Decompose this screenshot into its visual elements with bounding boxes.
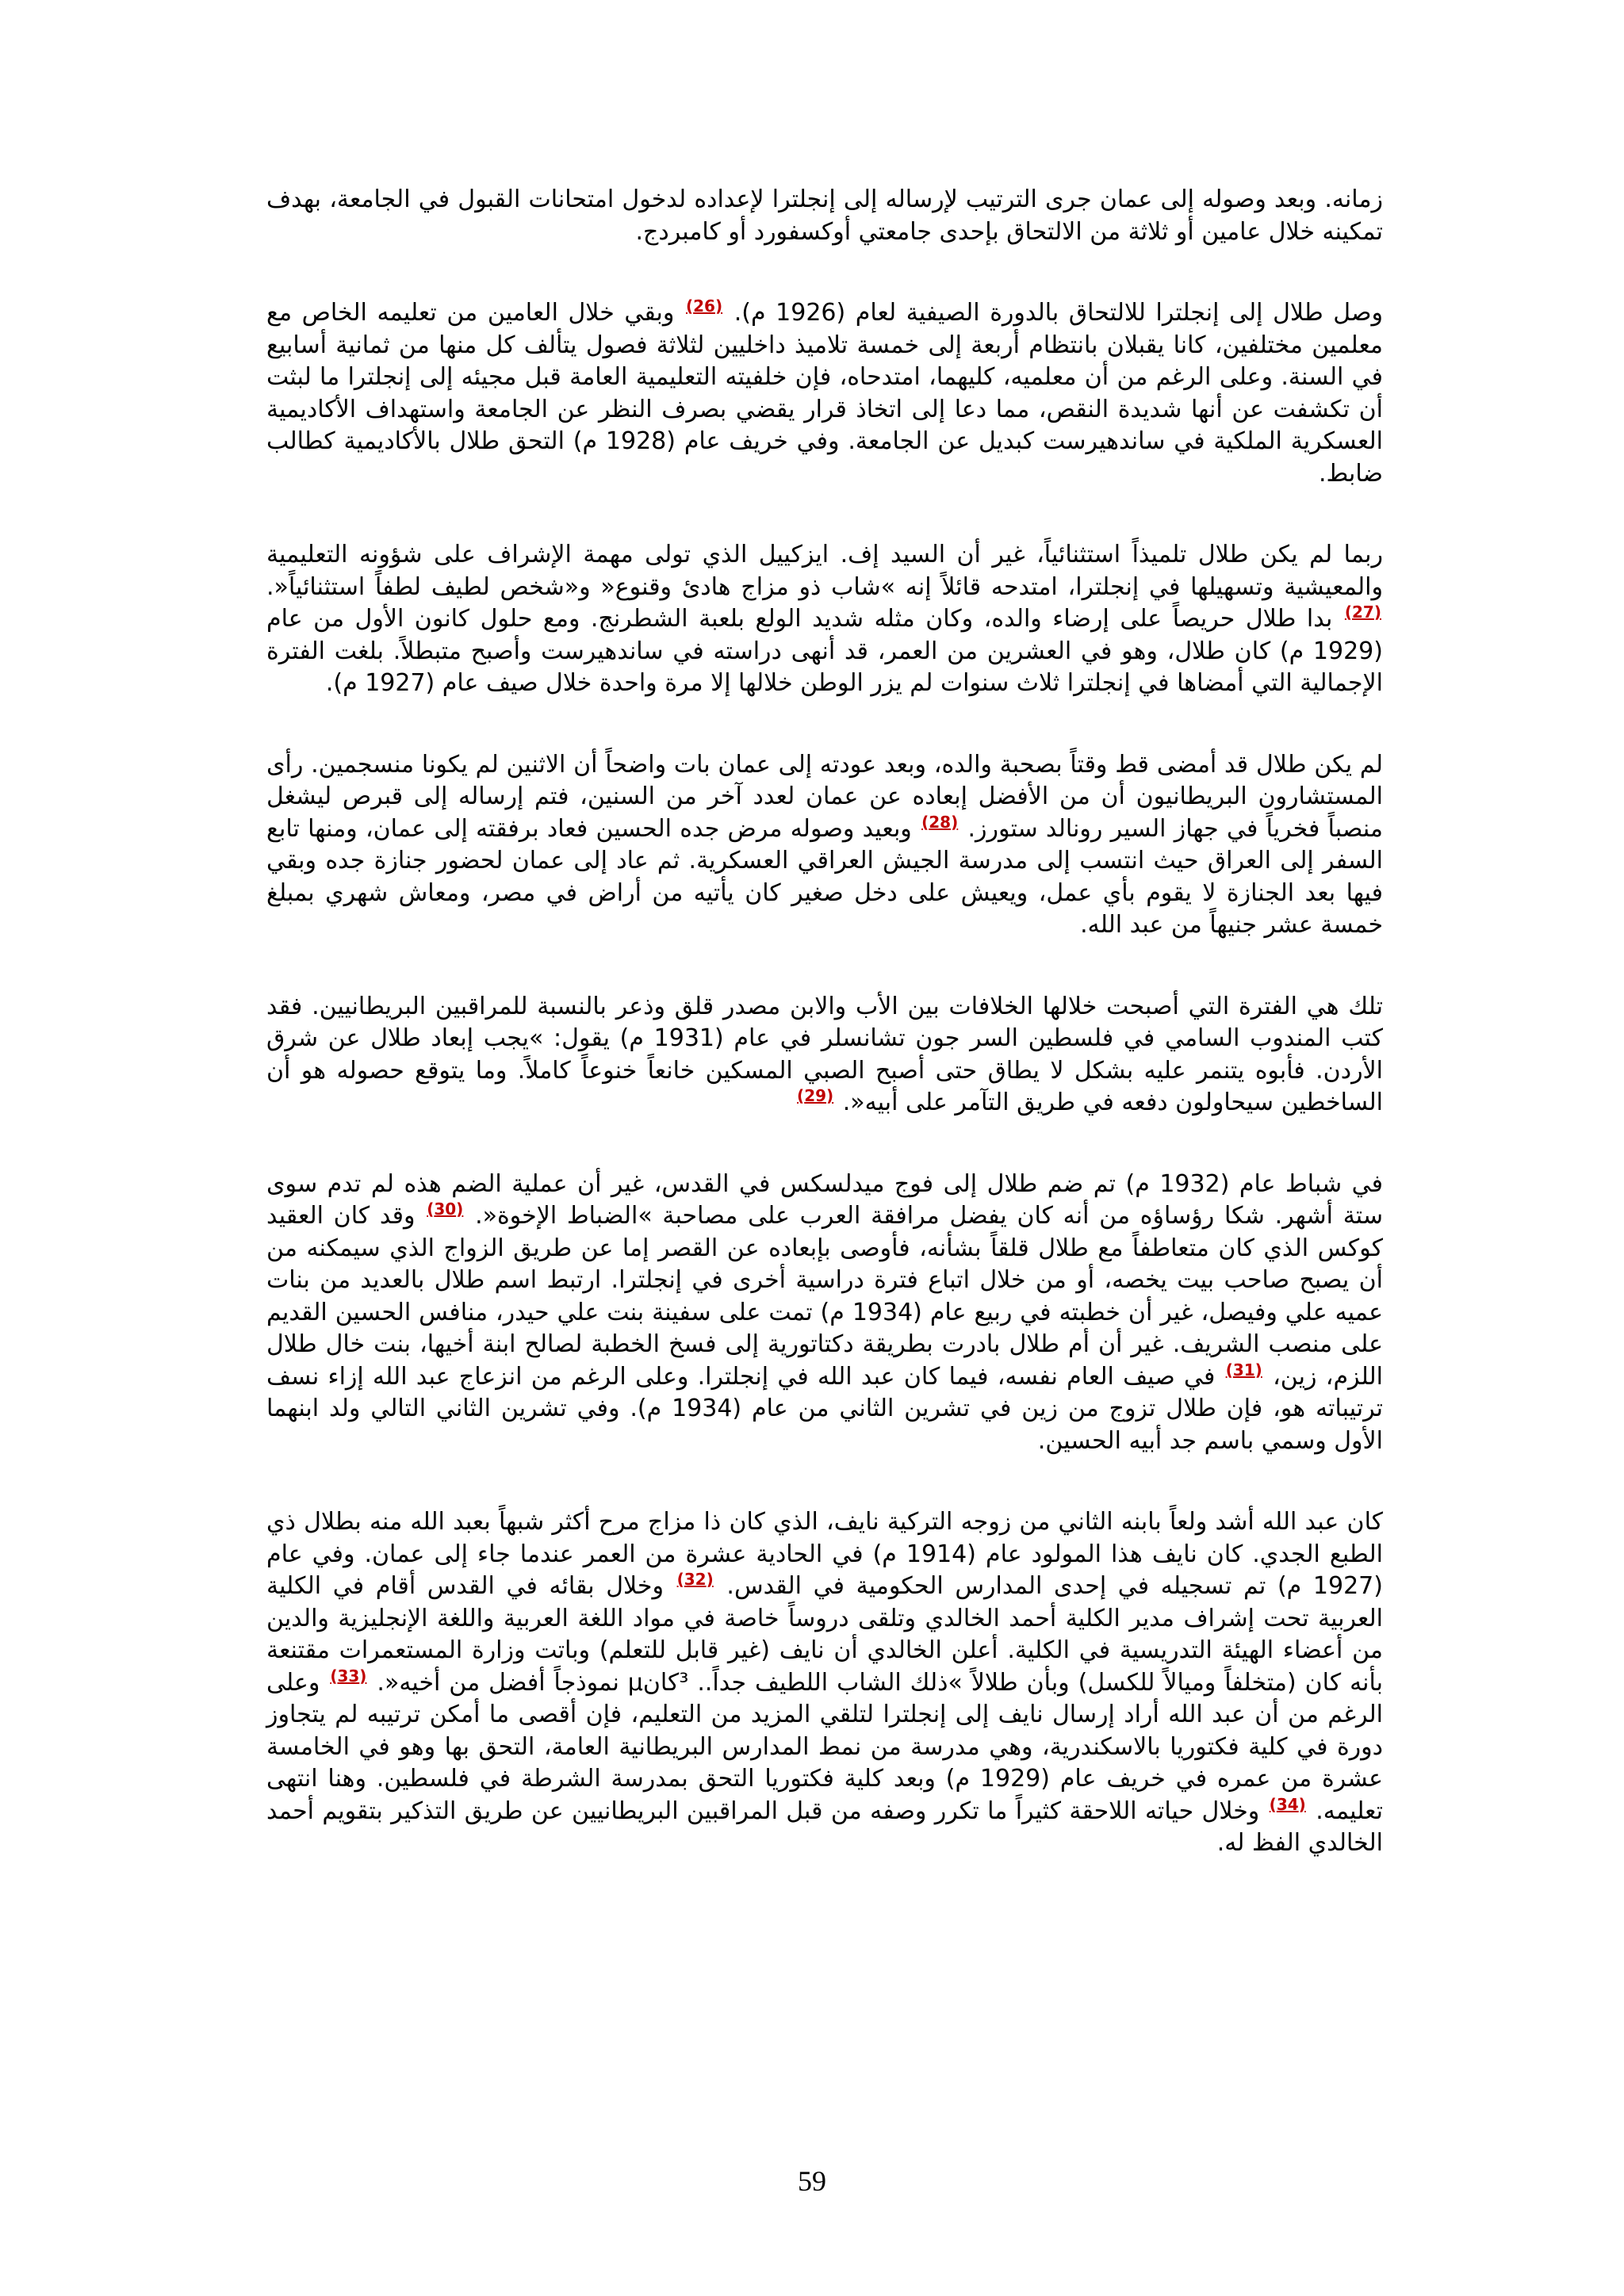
page-number: 59 [798, 2165, 826, 2197]
paragraph-text: ربما لم يكن طلال تلميذاً استثنائياً، غير أن السيد إف. ايزكييل الذي تولى مهمة الإشراف على شؤونه التعليمية والمعيشية وتسهيلها في إنجلترا، امتدحه قائلاً إنه »شاب ذو مزاج هادئ وقنوع« و«شخص لطيف لطفاً استثنائياً«. [266, 541, 1383, 601]
footnote-reference-link[interactable]: (31) [1225, 1360, 1262, 1380]
paragraph-text: في صيف العام نفسه، فيما كان عبد الله في إنجلترا. وعلى الرغم من انزعاج عبد الله إزاء نسف ترتيباته هو، فإن طلال تزوج من زين في تشرين الثاني من عام (1934 م). وفي تشرين الثاني التالي ولد ابنهما الأول وسمي باسم جد أبيه الحسين. [266, 1362, 1384, 1455]
footnote-reference-link[interactable]: (26) [685, 297, 723, 316]
footnote-reference-link[interactable]: (33) [330, 1666, 367, 1686]
paragraph [266, 991, 1383, 1119]
footnote-reference-link[interactable]: (27) [1344, 603, 1381, 622]
paragraph-text: كان عبد الله أشد ولعاً بابنه الثاني من زوجه التركية نايف، الذي كان ذا مزاج مرح أكثر شبهاً بعبد الله منه بطلال ذي الطبع الجدي. كان نايف هذا المولود عام (1914 م) في الحادية عشرة من العمر عندما جاء إلى عمان. وفي عام (1927 م) تم تسجيله في إحدى المدارس الحكومية في القدس. [266, 1508, 1383, 1600]
footnote-reference-link[interactable]: (29) [797, 1086, 834, 1105]
paragraph-text: وعلى الرغم من أن عبد الله أراد إرسال نايف إلى إنجلترا لتلقي المزيد من التعليم، فإن أقصى ما أمكن ترتيبه لم يتجاوز دورة في كلية فكتوريا بالاسكندرية، وهي مدرسة من نمط المدارس البريطانية العامة، التحق بها وهو في الخامسة عشرة من عمره في خريف عام (1929 م) وبعد كلية فكتوريا التحق بمدرسة الشرطة في فلسطين. وهنا انتهى تعليمه. [266, 1668, 1383, 1825]
paragraph [266, 749, 1383, 942]
footnote-reference-link[interactable]: (28) [921, 812, 959, 832]
paragraph-text: بدا طلال حريصاً على إرضاء والده، وكان مثله شديد الولع بلعبة الشطرنج. ومع حلول كانون الأول من عام (1929 م) كان طلال، وهو في العشرين من العمر، قد أنهى دراسته في ساندهيرست وأصبح متبطلاً. بلغت الفترة الإجمالية التي أمضاها في إنجلترا ثلاث سنوات لم يزر الوطن خلالها إلا مرة واحدة خلال صيف عام (1927 م). [266, 605, 1383, 697]
paragraph-text: وقد كان العقيد كوكس الذي كان متعاطفاً مع طلال قلقاً بشأنه، فأوصى بإبعاده عن القصر إما عن طريق الزواج الذي سيمكنه من أن يصبح صاحب بيت يخصه، أو من خلال اتباع فترة دراسية أخرى في إنجلترا. ارتبط اسم طلال بالعديد من بنات عميه علي وفيصل، غير أن خطبته في ربيع عام (1934 م) تمت على سفينة بنت علي حيدر، منافس الحسين القديم على منصب الشريف. غير أن أم طلال بادرت بطريقة دكتاتورية إلى فسخ الخطبة لصالح ابنة أخيها، بنت خال طلال اللزم، زين، [266, 1202, 1384, 1391]
paragraph-text: تلك هي الفترة التي أصبحت خلالها الخلافات بين الأب والابن مصدر قلق وذعر بالنسبة للمراقبين البريطانيين. فقد كتب المندوب السامي في فلسطين السر جون تشانسلر في عام (1931 م) يقول: »يجب إبعاد طلال عن شرق الأردن. فأبوه يتنمر عليه بشكل لا يطاق حتى أصبح الصبي المسكين خانعاً خنوعاً كاملاً. وما يتوقع حصوله هو أن الساخطين سيحاولون دفعه في طريق التآمر على أبيه«. [266, 992, 1383, 1116]
footnote-reference-link[interactable]: (34) [1269, 1794, 1306, 1814]
paragraph [266, 297, 1383, 490]
document-page [266, 184, 1383, 2214]
paragraph-text: وبعيد وصوله مرض جده الحسين فعاد برفقته إلى عمان، ومنها تابع السفر إلى العراق حيث انتسب إلى مدرسة الجيش العراقي العسكرية. ثم عاد إلى عمان لحضور جنازة جده وبقي فيها بعد الجنازة لا يقوم بأي عمل، ويعيش على دخل صغير كان يأتيه من أراض في مصر، ومعاش شهري بمبلغ خمسة عشر جنيهاً من عبد الله. [266, 814, 1383, 939]
footnote-reference-link[interactable]: (30) [427, 1200, 464, 1219]
body-text [266, 184, 1383, 1860]
paragraph-text: زمانه. وبعد وصوله إلى عمان جرى الترتيب لإرساله إلى إنجلترا لإعداده لدخول امتحانات القبول في الجامعة، بهدف تمكينه خلال عامين أو ثلاثة من الالتحاق بإحدى جامعتي أوكسفورد أو كامبردج. [266, 186, 1383, 246]
paragraph-text: وخلال بقائه في القدس أقام في الكلية العربية تحت إشراف مدير الكلية أحمد الخالدي وتلقى دروساً خاصة في مواد اللغة العربية واللغة الإنجليزية والدين من أعضاء الهيئة التدريسية في الكلية. أعلن الخالدي أن نايف (غير قابل للتعلم) وباتت وزارة المستعمرات مقتنعة بأنه كان (متخلفاً وميالاً للكسل) وبأن طلالاً »ذلك الشاب اللطيف جداً.. ³كانµ نموذجاً أفضل من أخيه«. [266, 1572, 1383, 1697]
footnote-reference-link[interactable]: (32) [676, 1570, 714, 1589]
paragraph-text: وبقي خلال العامين من تعليمه الخاص مع معلمين مختلفين، كانا يقبلان بانتظام أربعة إلى خمسة تلاميذ داخليين لثلاثة فصول يتألف كل منها من ثمانية أسابيع في السنة. وعلى الرغم من أن معلميه، كليهما، امتدحاه، فإن خلفيته التعليمية العامة قبل مجيئه إلى إنجلترا ما لبثت أن تكشفت عن أنها شديدة النقص، مما دعا إلى اتخاذ قرار يقضي بصرف النظر عن الجامعة واستهداف الأكاديمية العسكرية الملكية في ساندهيرست كبديل عن الجامعة. وفي خريف عام (1928 م) التحق طلال بالأكاديمية كطالب ضابط. [266, 299, 1383, 488]
paragraph [266, 1169, 1383, 1458]
paragraph-text: لم يكن طلال قد أمضى قط وقتاً بصحبة والده، وبعد عودته إلى عمان بات واضحاً أن الاثنين لم يكونا منسجمين. رأى المستشارون البريطانيون أن من الأفضل إبعاده عن عمان لعدد آخر من السنين، فتم إرساله إلى قبرص ليشغل منصباً فخرياً في جهاز السير رونالد ستورز. [266, 750, 1383, 843]
paragraph-text: في شباط عام (1932 م) تم ضم طلال إلى فوج ميدلسكس في القدس، غير أن عملية الضم هذه لم تدم سوى ستة أشهر. شكا رؤساؤه من أنه كان يفضل مرافقة العرب على مصاحبة »الضباط الإخوة«. [266, 1169, 1383, 1230]
paragraph [266, 539, 1383, 700]
paragraph-text: وخلال حياته اللاحقة كثيراً ما تكرر وصفه من قبل المراقبين البريطانيين عن طريق التذكير بتقويم أحمد الخالدي الفظ له. [266, 1797, 1383, 1857]
paragraph [266, 1506, 1383, 1860]
paragraph [266, 184, 1383, 248]
paragraph-text: وصل طلال إلى إنجلترا للالتحاق بالدورة الصيفية لعام (1926 م). [733, 299, 1383, 327]
